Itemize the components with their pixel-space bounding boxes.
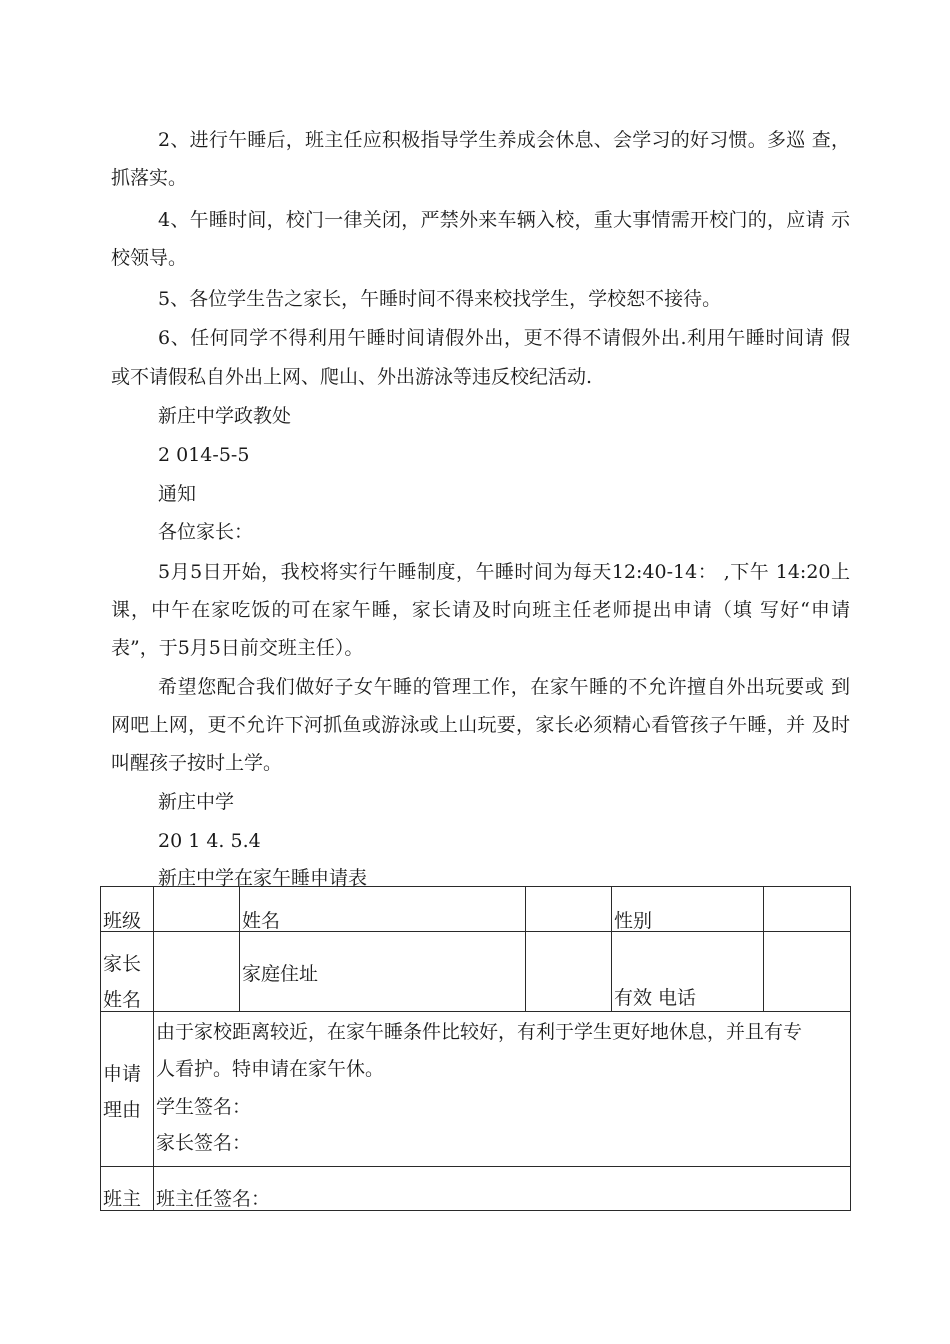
reason-text-line-2: 人看护。特申请在家午休。 — [156, 1058, 385, 1080]
notice-salutation: 各位家长： — [158, 521, 254, 543]
address-value-cell — [526, 932, 612, 1012]
notice-body1-line-2: 课，中午在家吃饭的可在家午睡，家长请及时向班主任老师提出申请（填 写好“申请 — [111, 599, 850, 621]
class-value-cell — [154, 887, 240, 932]
form-title: 新庄中学在家午睡申请表 — [158, 867, 368, 889]
address-label: 家庭住址 — [242, 963, 319, 985]
reason-content-cell — [154, 1012, 851, 1167]
reason-label-line-1: 申请 — [103, 1063, 142, 1085]
notice-body2-line-3: 叫醒孩子按时上学。 — [111, 752, 283, 774]
notice-body2-line-1: 希望您配合我们做好子女午睡的管理工作，在家午睡的不允许擅自外出玩要或 到 — [158, 676, 850, 698]
teacher-signature-cell — [154, 1167, 851, 1211]
class-label: 班级 — [103, 910, 142, 932]
application-form-table — [100, 886, 851, 1211]
rule-5-line-1: 5、各位学生告之家长，午睡时间不得来校找学生，学校恕不接待。 — [158, 288, 722, 310]
notice-date: 20 1 4. 5.4 — [158, 830, 261, 852]
rule-4-line-2: 校领导。 — [111, 247, 188, 269]
name-value-cell — [526, 887, 612, 932]
notice-body1-line-1: 5月5日开始，我校将实行午睡制度，午睡时间为每天12:40-14： ,下午 14:20上 — [158, 561, 850, 583]
gender-label-cell — [612, 887, 764, 932]
phone-label-cell — [612, 932, 764, 1012]
rule-6-line-2: 或不请假私自外出上网、爬山、外出游泳等违反校纪活动. — [111, 366, 593, 388]
rule-2-line-2: 抓落实。 — [111, 167, 188, 189]
notice-org: 新庄中学 — [158, 791, 235, 813]
parent-signature-label: 家长签名： — [156, 1132, 252, 1154]
name-label-cell — [240, 887, 526, 932]
name-label: 姓名 — [242, 910, 281, 932]
notice-body2-line-2: 网吧上网，更不允许下河抓鱼或游泳或上山玩要，家长必须精心看管孩子午睡，并 及时 — [111, 714, 850, 736]
notice-title: 通知 — [158, 483, 197, 505]
reason-text-line-1: 由于家校距离较近，在家午睡条件比较好，有利于学生更好地休息，并且有专 — [156, 1021, 803, 1043]
gender-label: 性别 — [614, 910, 653, 932]
form-row-teacher — [101, 1167, 851, 1211]
teacher-label: 班主 — [103, 1188, 142, 1210]
address-label-cell — [240, 932, 526, 1012]
form-row-parent — [101, 932, 851, 1012]
parent-label-line-1: 家长 — [103, 953, 142, 975]
gender-value-cell — [764, 887, 851, 932]
class-label-cell — [101, 887, 154, 932]
rule-2-line-1: 2、进行午睡后，班主任应积极指导学生养成会休息、会学习的好习惯。多巡 查， — [158, 129, 850, 151]
parent-label-cell — [101, 932, 154, 1012]
student-signature-label: 学生签名： — [156, 1096, 252, 1118]
signoff-date: 2 014-5-5 — [158, 444, 250, 466]
teacher-signature-label: 班主任签名： — [156, 1188, 271, 1210]
rule-6-line-1: 6、任何同学不得利用午睡时间请假外出，更不得不请假外出.利用午睡时间请 假 — [158, 327, 850, 349]
parent-name-cell — [154, 932, 240, 1012]
form-row-class — [101, 887, 851, 932]
notice-body1-line-3: 表”，于5月5日前交班主任）。 — [111, 637, 364, 659]
rule-4-line-1: 4、午睡时间，校门一律关闭，严禁外来车辆入校，重大事情需开校门的，应请 示 — [158, 209, 850, 231]
phone-value-cell — [764, 932, 851, 1012]
phone-label: 有效 电话 — [614, 987, 697, 1009]
parent-label-line-2: 姓名 — [103, 989, 142, 1011]
form-row-reason — [101, 1012, 851, 1167]
reason-label-cell — [101, 1012, 154, 1167]
signoff-org: 新庄中学政教处 — [158, 405, 292, 427]
reason-label-line-2: 理由 — [103, 1099, 142, 1121]
teacher-label-cell — [101, 1167, 154, 1211]
